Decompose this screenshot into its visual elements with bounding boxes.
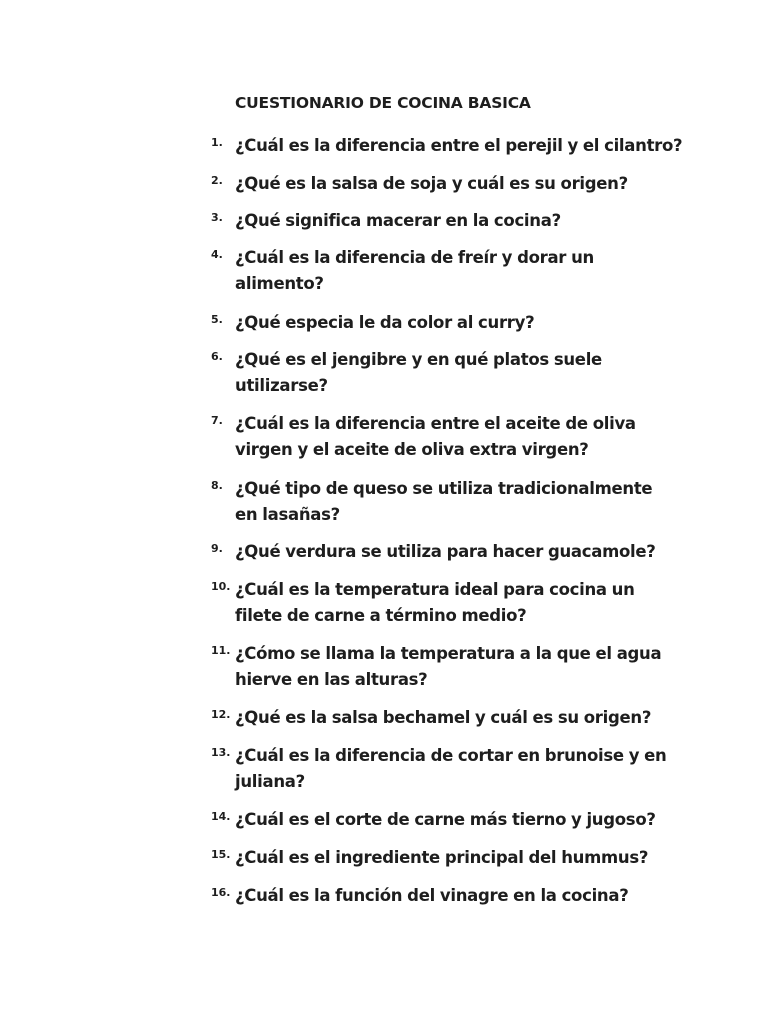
question-text-line: ¿Cuál es la temperatura ideal para cocina un bbox=[235, 580, 635, 599]
question-text-line: ¿Qué es la salsa bechamel y cuál es su origen? bbox=[235, 708, 652, 727]
question-number: 13. bbox=[211, 746, 231, 759]
question-number: 7. bbox=[211, 414, 223, 427]
question-text bbox=[235, 641, 705, 693]
document-title: CUESTIONARIO DE COCINA BASICA bbox=[235, 94, 531, 112]
question-text-line: ¿Qué es la salsa de soja y cuál es su origen? bbox=[235, 174, 628, 193]
question-text-line: ¿Qué verdura se utiliza para hacer guacamole? bbox=[235, 542, 656, 561]
question-text-line: ¿Qué es el jengibre y en qué platos suele bbox=[235, 350, 602, 369]
question-text-line: ¿Cuál es el ingrediente principal del hummus? bbox=[235, 848, 649, 867]
question-text-line: alimento? bbox=[235, 274, 324, 293]
question-text-line: utilizarse? bbox=[235, 376, 328, 395]
question-text bbox=[235, 310, 705, 336]
question-number: 6. bbox=[211, 350, 223, 363]
question-text-line: en lasañas? bbox=[235, 505, 340, 524]
question-text-line: ¿Cuál es la función del vinagre en la cocina? bbox=[235, 886, 629, 905]
question-number: 3. bbox=[211, 211, 223, 224]
question-text bbox=[235, 577, 705, 629]
question-number: 2. bbox=[211, 174, 223, 187]
question-number: 11. bbox=[211, 644, 231, 657]
question-text-line: ¿Cuál es la diferencia entre el aceite de oliva bbox=[235, 414, 636, 433]
question-text bbox=[235, 476, 705, 528]
question-text bbox=[235, 705, 705, 731]
question-number: 14. bbox=[211, 810, 231, 823]
question-number: 5. bbox=[211, 313, 223, 326]
question-text-line: ¿Cuál es la diferencia de freír y dorar un bbox=[235, 248, 594, 267]
question-text-line: virgen y el aceite de oliva extra virgen? bbox=[235, 440, 589, 459]
question-text bbox=[235, 411, 705, 463]
question-number: 1. bbox=[211, 136, 223, 149]
question-number: 10. bbox=[211, 580, 231, 593]
question-text bbox=[235, 245, 705, 297]
question-text-line: ¿Cuál es el corte de carne más tierno y jugoso? bbox=[235, 810, 656, 829]
question-number: 15. bbox=[211, 848, 231, 861]
question-number: 12. bbox=[211, 708, 231, 721]
question-text-line: juliana? bbox=[235, 772, 305, 791]
question-text-line: ¿Cómo se llama la temperatura a la que el agua bbox=[235, 644, 662, 663]
question-text-line: ¿Qué especia le da color al curry? bbox=[235, 313, 535, 332]
question-text bbox=[235, 171, 705, 197]
question-text-line: ¿Cuál es la diferencia de cortar en brunoise y en bbox=[235, 746, 667, 765]
question-number: 4. bbox=[211, 248, 223, 261]
question-text-line: ¿Qué tipo de queso se utiliza tradicionalmente bbox=[235, 479, 653, 498]
question-number: 9. bbox=[211, 542, 223, 555]
question-text-line: filete de carne a término medio? bbox=[235, 606, 527, 625]
question-text bbox=[235, 347, 705, 399]
question-text bbox=[235, 845, 705, 871]
question-text-line: ¿Cuál es la diferencia entre el perejil y el cilantro? bbox=[235, 136, 683, 155]
question-number: 16. bbox=[211, 886, 231, 899]
question-text-line: ¿Qué significa macerar en la cocina? bbox=[235, 211, 561, 230]
question-text bbox=[235, 208, 705, 234]
question-text bbox=[235, 883, 705, 909]
question-text bbox=[235, 743, 705, 795]
question-text bbox=[235, 133, 705, 159]
question-text bbox=[235, 807, 705, 833]
question-number: 8. bbox=[211, 479, 223, 492]
question-text-line: hierve en las alturas? bbox=[235, 670, 428, 689]
question-text bbox=[235, 539, 705, 565]
